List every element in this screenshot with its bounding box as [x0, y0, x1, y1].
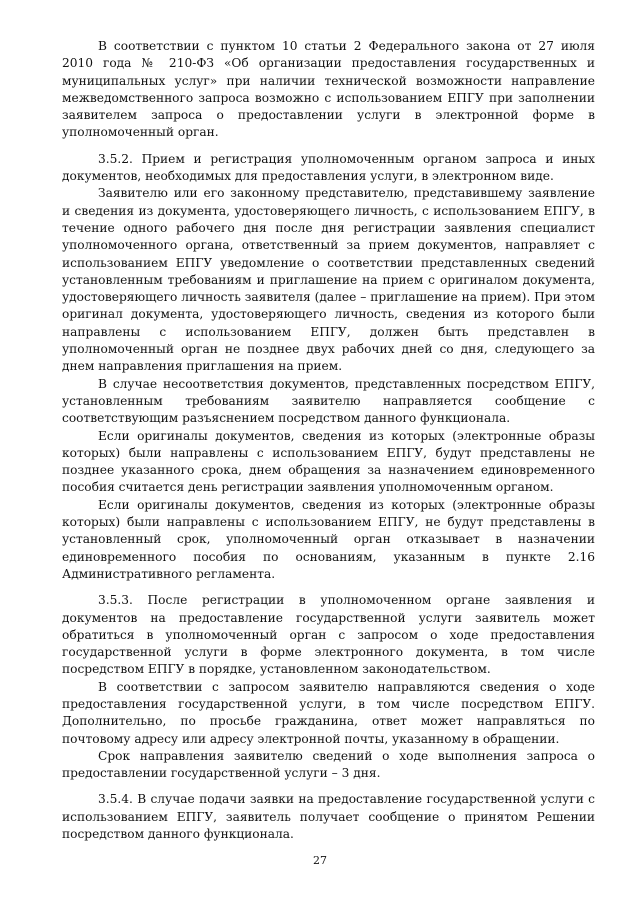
paragraph-originals-not-provided: Если оригиналы документов, сведения из которых (электронные образы которых) были направлены с использованием ЕПГУ, не будут представлены в установленный срок, уполномоченный орган отказывает в назначении единовременного пособия по основаниям, указанным в пункте 2.16 Административного регламента.	[62, 497, 595, 581]
paragraph-status-information: В соответствии с запросом заявителю направляются сведения о ходе предоставления государственной услуги, в том числе посредством ЕПГУ. Дополнительно, по просьбе гражданина, ответ может направляться по почтовому адресу или адресу электронной почты, указанному в обращении.	[62, 679, 595, 746]
paragraph-epgu-interagency-request: В соответствии с пунктом 10 статьи 2 Федерального закона от 27 июля 2010 года № 210-ФЗ «Об организации предоставления государственных и муниципальных услуг» при наличии технической возможности направление межведомственного запроса возможно с использованием ЕПГУ при заполнении заявителем запроса о предоставлении услуги в электронной форме в уполномоченный орган.	[62, 39, 595, 140]
document-page	[62, 38, 595, 843]
paragraph-3-5-4-decision-message: 3.5.4. В случае подачи заявки на предоставление государственной услуги с использованием ЕПГУ, заявитель получает сообщение о принятом Решении посредством данного функционала.	[62, 792, 595, 842]
paragraph-3-5-3-status-request: 3.5.3. После регистрации в уполномоченном органе заявления и документов на предоставление государственной услуги заявитель может обратиться в уполномоченный орган с запросом о ходе предоставления государственной услуги в форме электронного документа, в том числе посредством ЕПГУ в порядке, установленном законодательством.	[62, 593, 595, 677]
paragraph-status-deadline: Срок направления заявителю сведений о ходе выполнения запроса о предоставлении государственной услуги – 3 дня.	[62, 748, 595, 781]
paragraph-invitation-to-reception: Заявителю или его законному представителю, представившему заявление и сведения из документа, удостоверяющего личность, с использованием ЕПГУ, в течение одного рабочего дня после дня регистрации заявления специалист уполномоченного органа, ответственный за прием документов, направляет с использованием ЕПГУ уведомление о соответствии представленных сведений установленным требованиям и приглашение на прием с оригиналом документа, удостоверяющего личность заявителя (далее – приглашение на прием). При этом оригинал документа, удостоверяющего личность, сведения из которого были направлены с использованием ЕПГУ, должен быть представлен в уполномоченный орган не позднее двух рабочих дней со дня, следующего за днем направления приглашения на прием.	[62, 186, 595, 374]
paragraph-documents-mismatch: В случае несоответствия документов, представленных посредством ЕПГУ, установленным требованиям заявителю направляется сообщение с соответствующим разъяснением посредством данного функционала.	[62, 376, 595, 426]
paragraph-3-5-2-heading: 3.5.2. Прием и регистрация уполномоченным органом запроса и иных документов, необходимых для предоставления услуги, в электронном виде.	[62, 151, 595, 184]
paragraph-originals-in-time: Если оригиналы документов, сведения из которых (электронные образы которых) были направлены с использованием ЕПГУ, будут представлены не позднее указанного срока, днем обращения за назначением единовременного пособия считается день регистрации заявления уполномоченным органом.	[62, 428, 595, 495]
page-number: 27	[313, 854, 327, 867]
